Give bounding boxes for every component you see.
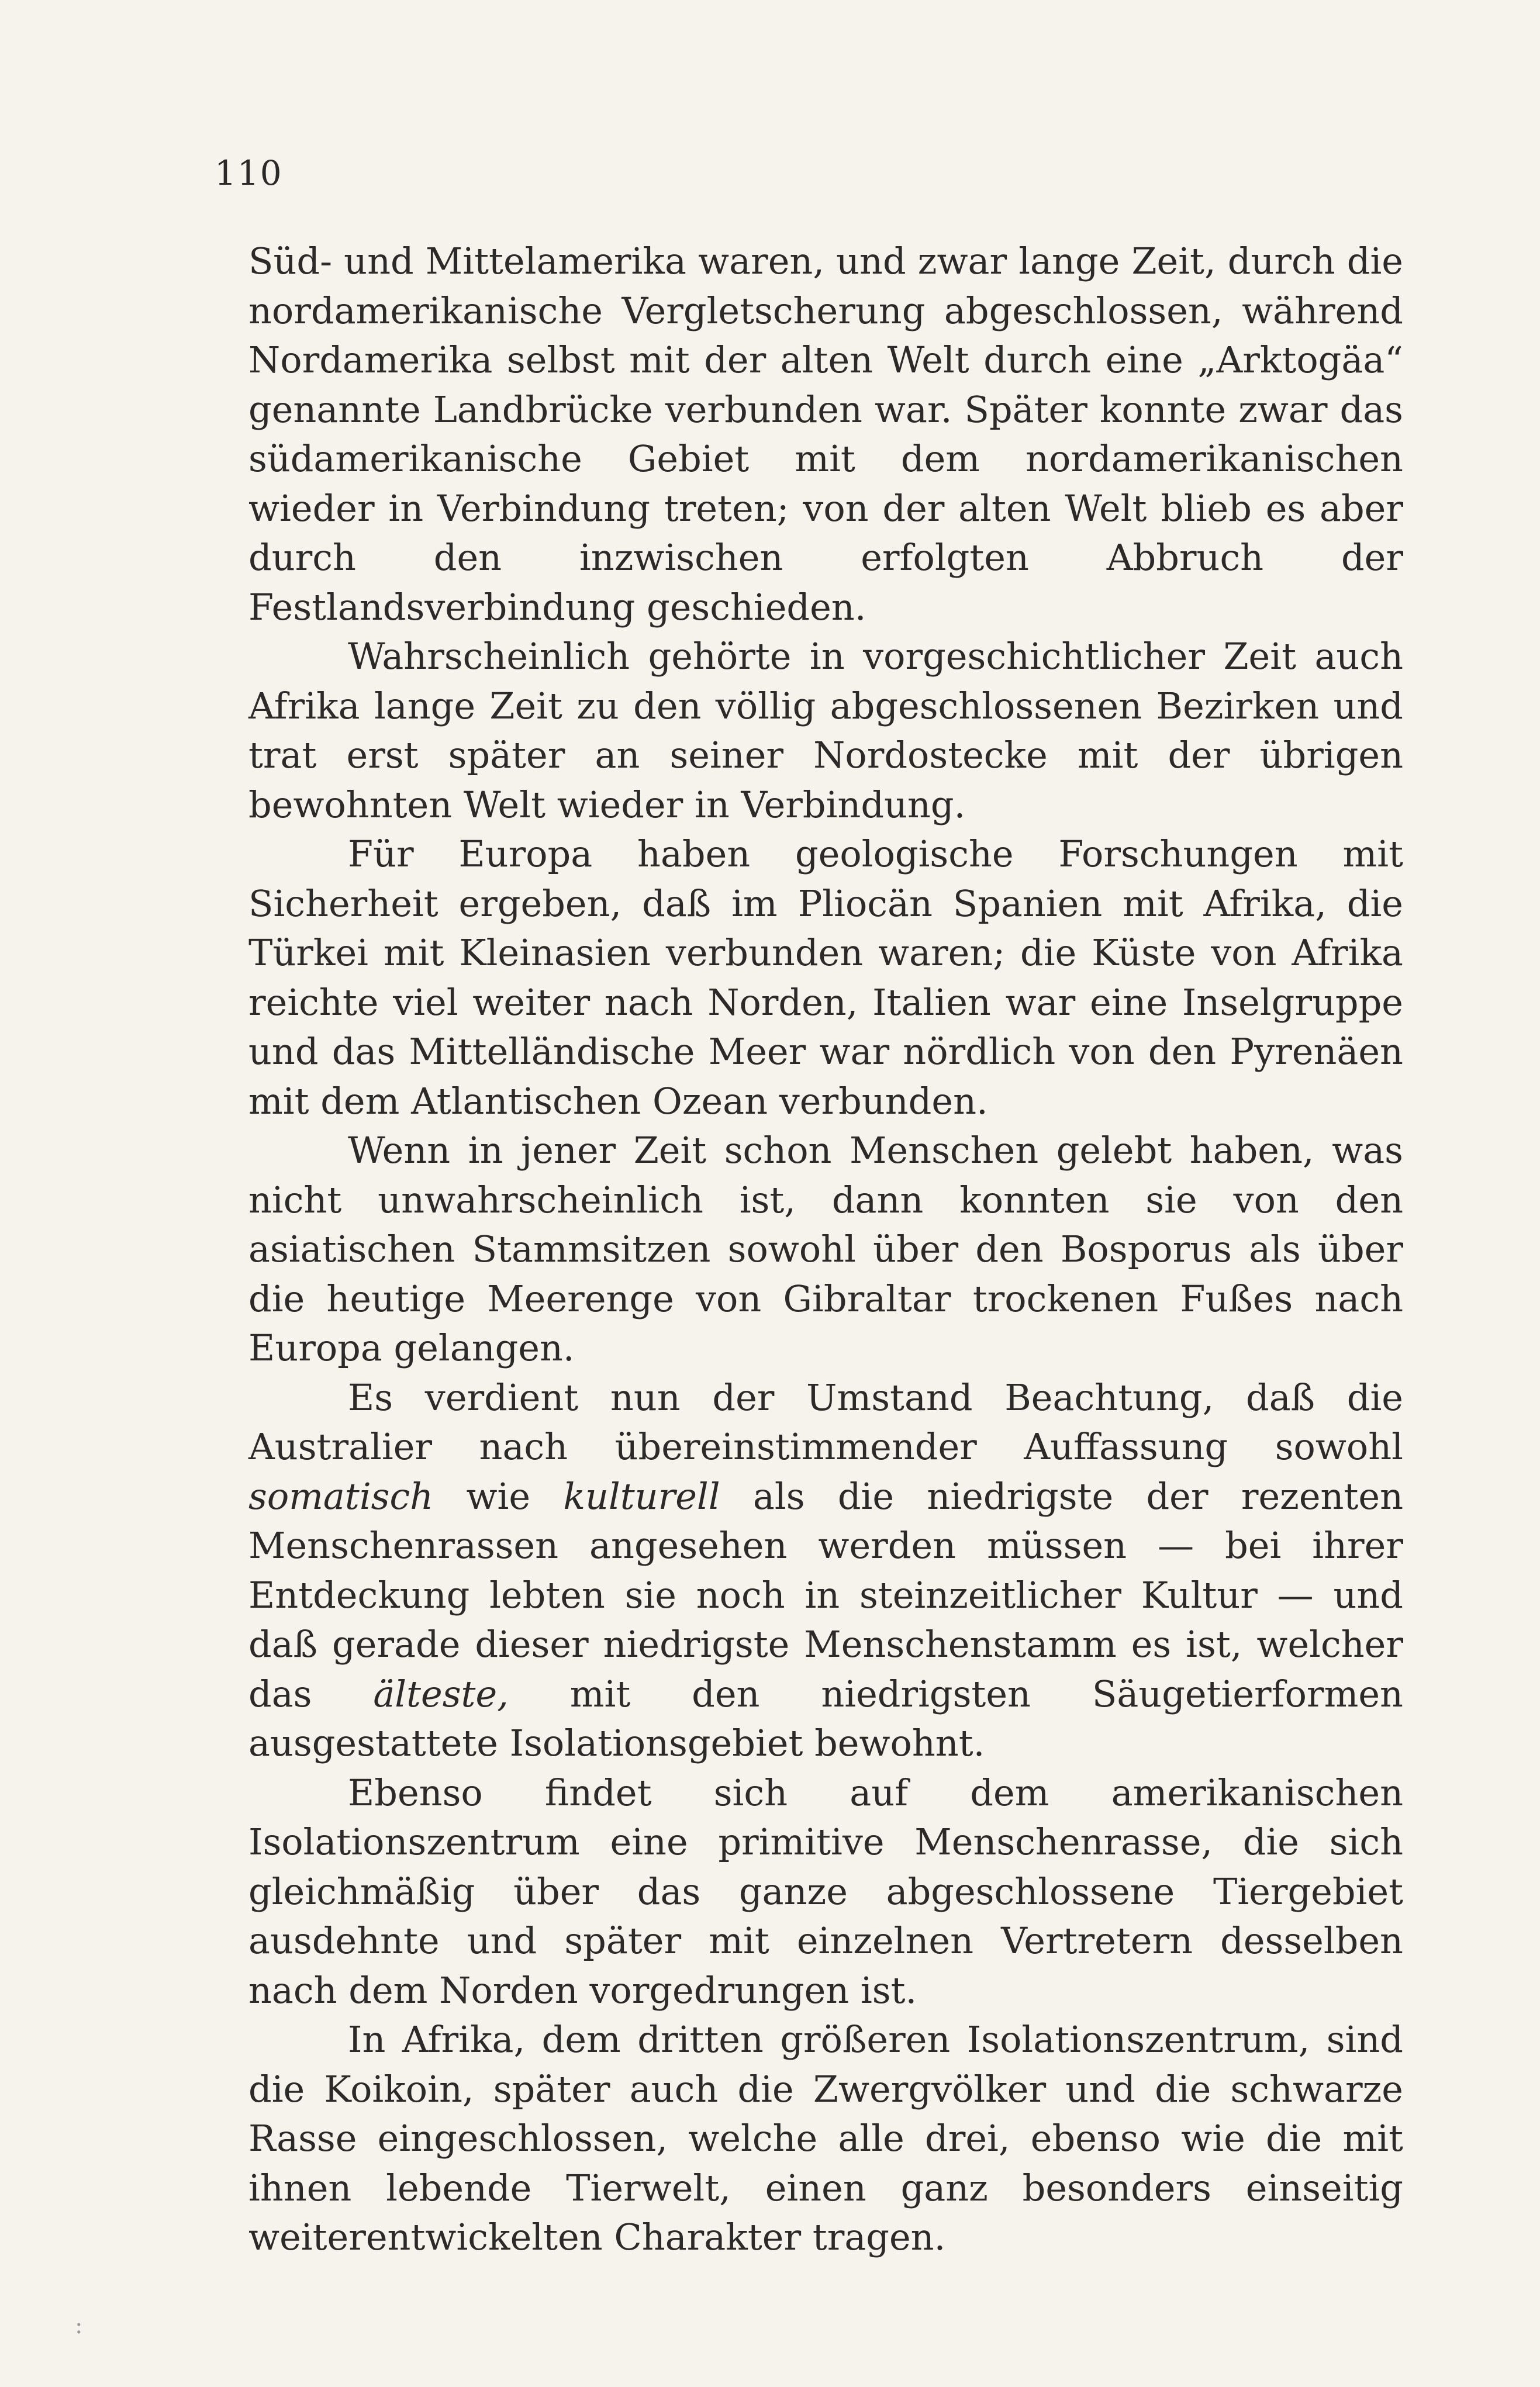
page-number: 110 xyxy=(215,153,283,193)
paragraph-1 xyxy=(248,237,1403,632)
paragraph-3 xyxy=(248,830,1403,1126)
paragraph-text: Süd- und Mittelamerika waren, und zwar lange Zeit, durch die nordamerikanische Vergletscherung abgeschlossen, während Nordamerika selbst mit der alten Welt durch eine „Arktogäa“ genannte Landbrücke verbunden war. Später konnte zwar das südamerikanische Gebiet mit dem nordamerikanischen wieder in Verbindung treten; von der alten Welt blieb es aber durch den inzwischen erfolgten Abbruch der Festlandsverbindung geschieden. xyxy=(248,240,1403,628)
paragraph-text: Es verdient nun der Umstand Beachtung, daß die Australier nach übereinstimmender Auffassung sowohl xyxy=(248,1376,1403,1468)
paragraph-text: als die niedrigste der rezenten Menschenrassen angesehen werden müssen — bei ihrer Entdeckung lebten sie noch in steinzeitlicher Kultur — und daß gerade dieser niedrigste Menschenstamm es ist, welcher das xyxy=(248,1474,1403,1715)
paragraph-text: wie xyxy=(433,1474,564,1518)
paragraph-6 xyxy=(248,1768,1403,2016)
paragraph-5 xyxy=(248,1373,1403,1768)
body-text xyxy=(248,237,1403,2262)
paragraph-text: Wenn in jener Zeit schon Menschen gelebt haben, was nicht unwahrscheinlich ist, dann konnten sie von den asiatischen Stammsitzen sowohl über den Bosporus als über die heutige Meerenge von Gibraltar trockenen Fußes nach Europa gelangen. xyxy=(248,1129,1403,1369)
paragraph-text: In Afrika, dem dritten größeren Isolationszentrum, sind die Koikoin, später auch die Zwergvölker und die schwarze Rasse eingeschlossen, welche alle drei, ebenso wie die mit ihnen lebende Tierwelt, einen ganz besonders einseitig weiterentwickelten Charakter tragen. xyxy=(248,2018,1403,2258)
paragraph-text: Für Europa haben geologische Forschungen mit Sicherheit ergeben, daß im Pliocän Spanien mit Afrika, die Türkei mit Kleinasien verbunden waren; die Küste von Afrika reichte viel weiter nach Norden, Italien war eine Inselgruppe und das Mittelländische Meer war nördlich von den Pyrenäen mit dem Atlantischen Ozean verbunden. xyxy=(248,832,1403,1122)
margin-mark: : xyxy=(75,2312,83,2339)
paragraph-text: Wahrscheinlich gehörte in vorgeschichtlicher Zeit auch Afrika lange Zeit zu den völlig abgeschlossenen Bezirken und trat erst später an seiner Nordostecke mit der übrigen bewohnten Welt wieder in Verbindung. xyxy=(248,635,1403,826)
italic-term-somatisch: somatisch xyxy=(248,1474,434,1518)
paragraph-2 xyxy=(248,632,1403,830)
paragraph-4 xyxy=(248,1126,1403,1373)
paragraph-text: mit den niedrigsten Säugetierformen ausgestattete Isolationsgebiet bewohnt. xyxy=(248,1672,1403,1764)
italic-term-kulturell: kulturell xyxy=(563,1474,720,1518)
italic-term-aelteste: älteste, xyxy=(373,1672,509,1715)
paragraph-text: Ebenso findet sich auf dem amerikanischen Isolationszentrum eine primitive Menschenrasse, die sich gleichmäßig über das ganze abgeschlossene Tiergebiet ausdehnte und später mit einzelnen Vertretern desselben nach dem Norden vorgedrungen ist. xyxy=(248,1771,1403,2012)
paragraph-7 xyxy=(248,2015,1403,2262)
